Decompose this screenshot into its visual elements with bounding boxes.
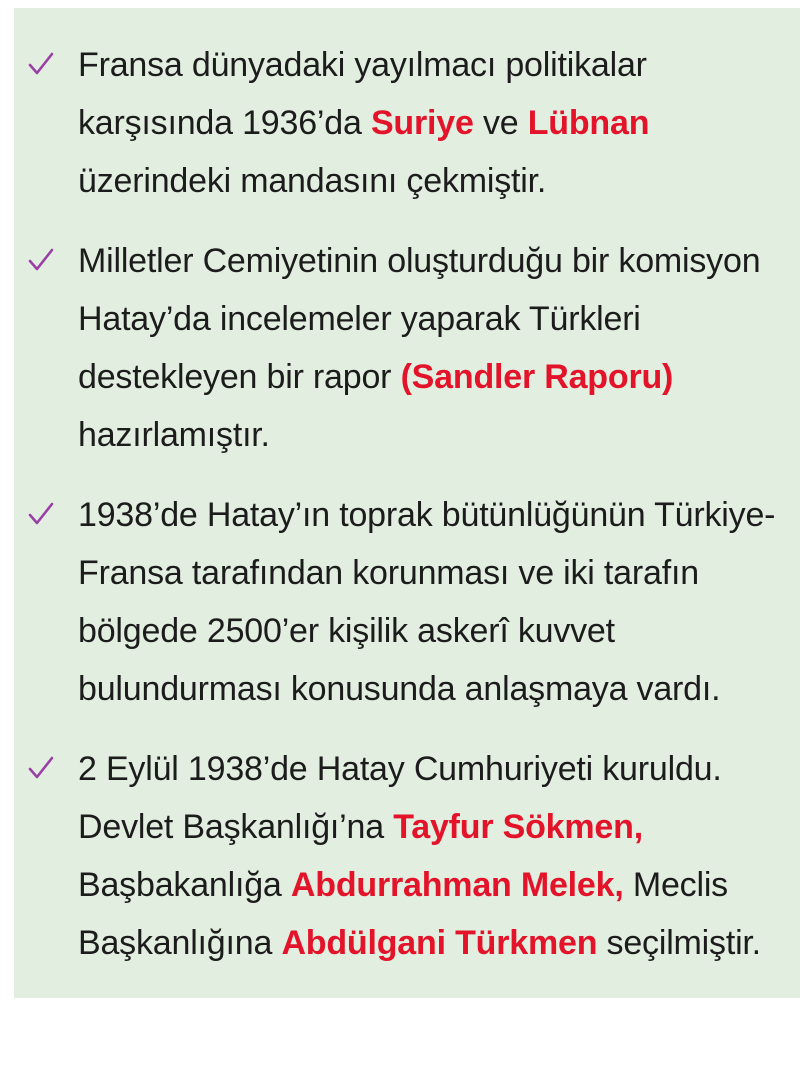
item-highlight: Abdurrahman Melek, — [290, 866, 624, 904]
item-text: Milletler Cemiyetinin oluşturduğu bir komisyon Hatay’da incelemeler yaparak Türkleri destekleyen bir rapor — [78, 242, 761, 396]
item-highlight: (Sandler Raporu) — [400, 358, 674, 396]
item-highlight: Suriye — [370, 104, 474, 142]
check-icon — [27, 50, 55, 78]
bullet-list — [14, 36, 800, 994]
item-text: ve — [473, 104, 528, 142]
item-highlight: Abdülgani Türkmen — [281, 924, 598, 962]
check-icon — [27, 754, 55, 782]
check-icon — [27, 246, 55, 274]
list-item — [14, 740, 800, 972]
info-panel — [14, 8, 800, 998]
list-item — [14, 36, 800, 210]
item-text: Meclis Başkanlığına — [78, 866, 728, 962]
item-highlight: Tayfur Sökmen, — [393, 808, 643, 846]
item-text: seçilmiştir. — [597, 924, 761, 962]
item-text: üzerindeki mandasını çekmiştir. — [78, 162, 547, 200]
item-text: hazırlamıştır. — [78, 416, 270, 454]
item-text: 1938’de Hatay’ın toprak bütünlüğünün Türkiye-Fransa tarafından korunması ve iki tarafın bölgede 2500’er kişilik askerî kuvvet bulundurması konusunda anlaşmaya vardı. — [78, 496, 776, 708]
list-item — [14, 232, 800, 464]
list-item — [14, 486, 800, 718]
check-icon — [27, 500, 55, 528]
item-text: 2 Eylül 1938’de Hatay Cumhuriyeti kuruldu. Devlet Başkanlığı’na — [78, 750, 722, 846]
item-text: Başbakanlığa — [78, 866, 291, 904]
item-text: Fransa dünyadaki yayılmacı politikalar karşısında 1936’da — [78, 46, 647, 142]
item-highlight: Lübnan — [527, 104, 650, 142]
